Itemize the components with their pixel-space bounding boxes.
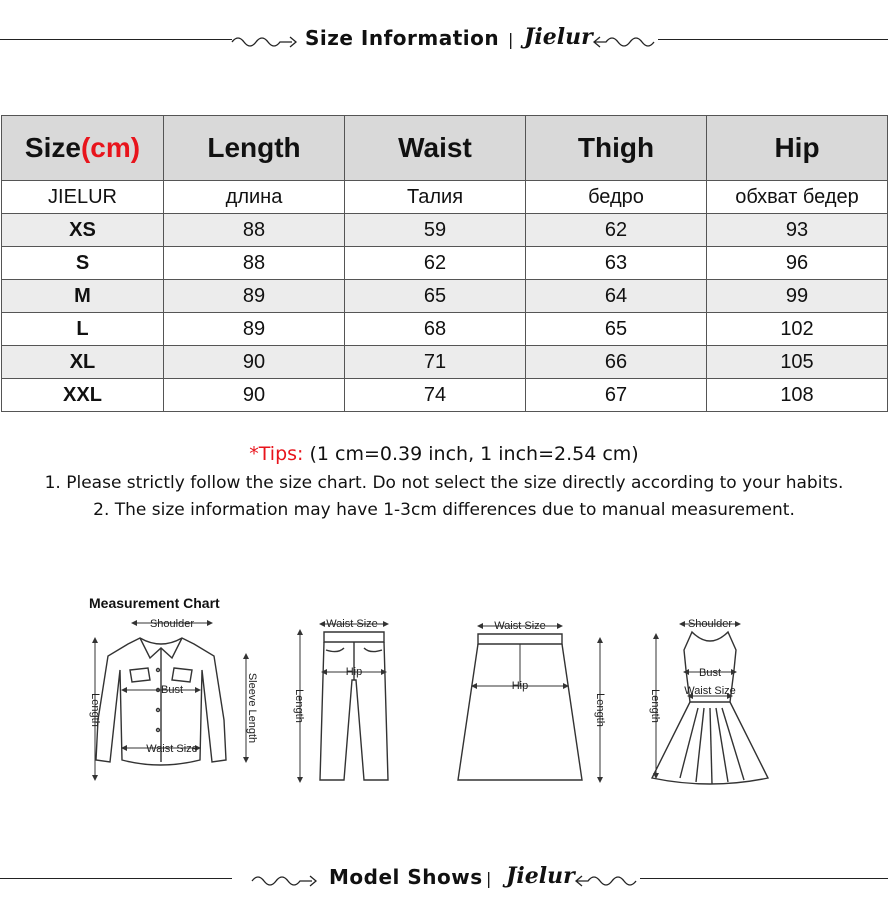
tips-line-1: 1. Please strictly follow the size chart. Do not select the size directly according to your habits. <box>44 473 844 493</box>
table-cell: 88 <box>164 247 345 280</box>
size-label: M <box>2 280 164 313</box>
table-cell: 65 <box>526 313 707 346</box>
shirt-sleeve-label: Sleeve Length <box>246 672 258 744</box>
table-cell: 62 <box>526 214 707 247</box>
table-cell: 89 <box>164 313 345 346</box>
dress-length-label: Length <box>649 689 661 723</box>
table-cell: 68 <box>345 313 526 346</box>
tips-conversion-text: (1 cm=0.39 inch, 1 inch=2.54 cm) <box>309 443 639 465</box>
shirt-length-label: Length <box>89 693 101 727</box>
table-cell: 65 <box>345 280 526 313</box>
table-cell: 67 <box>526 379 707 412</box>
table-subheader-row <box>2 181 888 214</box>
table-row <box>2 313 888 346</box>
table-cell: 90 <box>164 346 345 379</box>
size-label: L <box>2 313 164 346</box>
divider-line <box>0 878 232 879</box>
shirt-bust-label: Bust <box>160 684 184 696</box>
header-hip: Hip <box>707 116 888 181</box>
banner-title: Model Shows <box>329 865 483 889</box>
size-table <box>1 115 888 412</box>
pants-measure-lines <box>300 624 386 780</box>
tips-conversion <box>0 443 888 465</box>
table-row <box>2 379 888 412</box>
dress-bust-label: Bust <box>698 667 722 679</box>
skirt-hip-label: Hip <box>511 680 529 692</box>
table-cell: 88 <box>164 214 345 247</box>
size-label: XS <box>2 214 164 247</box>
tips-label: *Tips: <box>249 443 304 465</box>
table-cell: 74 <box>345 379 526 412</box>
size-label: S <box>2 247 164 280</box>
pants-length-label: Length <box>293 689 305 723</box>
divider-line <box>640 878 888 879</box>
header-banner <box>0 20 888 60</box>
header-size <box>2 116 164 181</box>
table-cell: 62 <box>345 247 526 280</box>
swirl-ornament-left-icon <box>230 28 300 52</box>
header-size-unit: (cm) <box>80 132 141 163</box>
header-thigh: Thigh <box>526 116 707 181</box>
table-cell: 59 <box>345 214 526 247</box>
swirl-ornament-right-icon <box>590 28 660 52</box>
tips-line-2: 2. The size information may have 1-3cm differences due to manual measurement. <box>93 500 795 520</box>
skirt-length-label: Length <box>594 693 606 727</box>
footer-banner <box>0 859 888 899</box>
table-cell: бедро <box>526 181 707 214</box>
table-cell: 64 <box>526 280 707 313</box>
table-row <box>2 280 888 313</box>
header-length: Length <box>164 116 345 181</box>
table-cell: 105 <box>707 346 888 379</box>
table-cell: 108 <box>707 379 888 412</box>
skirt-measure-lines <box>474 626 600 780</box>
table-row <box>2 214 888 247</box>
table-cell: 66 <box>526 346 707 379</box>
table-cell: 63 <box>526 247 707 280</box>
size-label: XXL <box>2 379 164 412</box>
shirt-shoulder-label: Shoulder <box>149 618 195 630</box>
dress-measure-lines <box>656 624 738 776</box>
banner-separator: | <box>486 869 492 888</box>
dress-shoulder-label: Shoulder <box>687 618 733 630</box>
table-cell: обхват бедер <box>707 181 888 214</box>
banner-separator: | <box>508 30 514 49</box>
brand-logo: Jielur <box>524 24 593 50</box>
table-row <box>2 247 888 280</box>
table-cell: 90 <box>164 379 345 412</box>
table-cell: 93 <box>707 214 888 247</box>
skirt-waist-label: Waist Size <box>494 620 546 632</box>
dress-diagram-icon <box>652 632 768 784</box>
table-cell: Талия <box>345 181 526 214</box>
table-cell: 96 <box>707 247 888 280</box>
divider-line <box>0 39 232 40</box>
header-size-label: Size <box>24 132 81 163</box>
brand-logo: Jielur <box>506 863 575 889</box>
size-label: XL <box>2 346 164 379</box>
header-waist: Waist <box>345 116 526 181</box>
dress-waist-label: Waist Size <box>684 685 736 697</box>
shirt-waist-label: Waist Size <box>146 743 198 755</box>
measurement-chart-title: Measurement Chart <box>89 595 220 611</box>
divider-line <box>658 39 888 40</box>
pants-waist-label: Waist Size <box>326 618 378 630</box>
table-cell: длина <box>164 181 345 214</box>
banner-title: Size Information <box>305 26 500 50</box>
pants-hip-label: Hip <box>345 666 363 678</box>
swirl-ornament-left-icon <box>250 867 320 891</box>
measurement-chart <box>0 610 888 810</box>
table-cell: 99 <box>707 280 888 313</box>
table-cell: 89 <box>164 280 345 313</box>
table-cell: 102 <box>707 313 888 346</box>
swirl-ornament-right-icon <box>572 867 642 891</box>
pants-diagram-icon <box>320 632 388 780</box>
table-row <box>2 346 888 379</box>
table-cell: 71 <box>345 346 526 379</box>
table-cell: JIELUR <box>2 181 164 214</box>
table-header-row <box>2 116 888 181</box>
